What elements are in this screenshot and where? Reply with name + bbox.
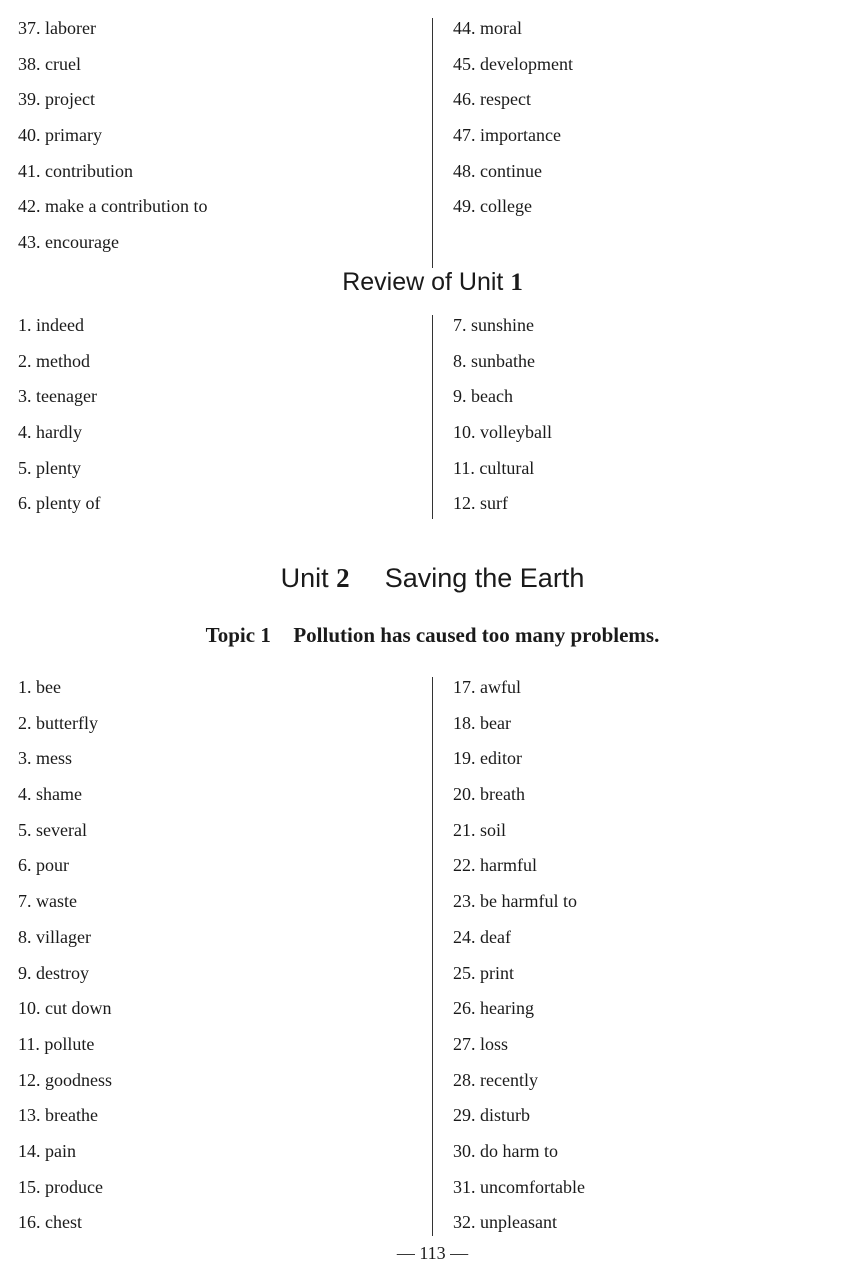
vocab-continued-section: [0, 18, 865, 268]
unit2-vocab-section: [0, 677, 865, 1236]
review-heading: [0, 268, 865, 297]
list-item: 30. do harm to: [453, 1140, 558, 1161]
list-item: 32. unpleasant: [453, 1212, 557, 1233]
list-item: 11. pollute: [18, 1033, 95, 1054]
list-item: 22. harmful: [453, 855, 537, 876]
list-item: 17. awful: [453, 677, 521, 697]
list-item: 41. contribution: [18, 160, 133, 181]
list-item: 2. method: [18, 350, 90, 371]
list-item: 5. plenty: [18, 457, 81, 478]
list-item: 7. waste: [18, 891, 77, 912]
list-item: 25. print: [453, 962, 514, 983]
list-item: 6. pour: [18, 855, 69, 876]
topic-title: Pollution has caused too many problems.: [293, 623, 660, 647]
list-item: 21. soil: [453, 819, 507, 840]
list-item: 37. laborer: [18, 18, 96, 38]
list-item: 24. deaf: [453, 926, 511, 947]
unit-label: Unit: [280, 563, 329, 593]
list-item: 27. loss: [453, 1033, 509, 1054]
list-item: 23. be harmful to: [453, 891, 577, 912]
list-item: 4. shame: [18, 784, 82, 805]
unit-title: Saving the Earth: [384, 563, 585, 593]
list-item: 14. pain: [18, 1140, 76, 1161]
list-item: 10. cut down: [18, 998, 112, 1019]
list-item: 40. primary: [18, 125, 102, 146]
list-item: 38. cruel: [18, 53, 81, 74]
list-item: 26. hearing: [453, 998, 534, 1019]
list-item: 10. volleyball: [453, 422, 552, 443]
vocab-right-column: [432, 18, 573, 268]
list-item: 31. uncomfortable: [453, 1176, 585, 1197]
topic-label: Topic 1: [205, 623, 271, 647]
list-item: 4. hardly: [18, 422, 82, 443]
list-item: 28. recently: [453, 1069, 538, 1090]
list-item: 48. continue: [453, 160, 542, 181]
list-item: 8. sunbathe: [453, 350, 535, 371]
list-item: 19. editor: [453, 748, 522, 769]
list-item: 5. several: [18, 819, 87, 840]
list-item: 42. make a contribution to: [18, 196, 208, 217]
topic-heading: [0, 623, 865, 648]
review-right-column: [432, 315, 552, 519]
unit-number: 2: [336, 563, 350, 593]
list-item: 20. breath: [453, 784, 525, 805]
list-item: 12. surf: [453, 493, 508, 514]
list-item: 3. mess: [18, 748, 72, 769]
list-item: 45. development: [453, 53, 573, 74]
list-item: 15. produce: [18, 1176, 103, 1197]
list-item: 12. goodness: [18, 1069, 112, 1090]
review-heading-number: 1: [510, 269, 523, 296]
list-item: 16. chest: [18, 1212, 82, 1233]
list-item: 49. college: [453, 196, 532, 217]
unit-heading: [0, 563, 865, 594]
unit2-right-column: [432, 677, 585, 1236]
list-item: 44. moral: [453, 18, 522, 38]
list-item: 47. importance: [453, 125, 561, 146]
review-unit1-section: [0, 315, 865, 519]
list-item: 43. encourage: [18, 232, 119, 253]
unit2-left-column: [0, 677, 432, 1236]
list-item: 46. respect: [453, 89, 531, 110]
list-item: 29. disturb: [453, 1105, 531, 1126]
list-item: 6. plenty of: [18, 493, 101, 514]
vocab-left-column: [0, 18, 432, 268]
review-heading-text: Review of Unit: [342, 268, 504, 296]
list-item: 13. breathe: [18, 1105, 98, 1126]
list-item: 3. teenager: [18, 386, 97, 407]
list-item: 18. bear: [453, 712, 511, 733]
list-item: 7. sunshine: [453, 315, 534, 335]
list-item: 8. villager: [18, 926, 91, 947]
list-item: 39. project: [18, 89, 95, 110]
list-item: 11. cultural: [453, 457, 535, 478]
list-item: 9. beach: [453, 386, 513, 407]
list-item: 1. indeed: [18, 315, 84, 335]
page-number: — 113 —: [396, 1243, 469, 1263]
list-item: 9. destroy: [18, 962, 89, 983]
list-item: 2. butterfly: [18, 712, 98, 733]
column-spacer: [453, 232, 573, 258]
review-left-column: [0, 315, 432, 519]
list-item: 1. bee: [18, 677, 61, 697]
